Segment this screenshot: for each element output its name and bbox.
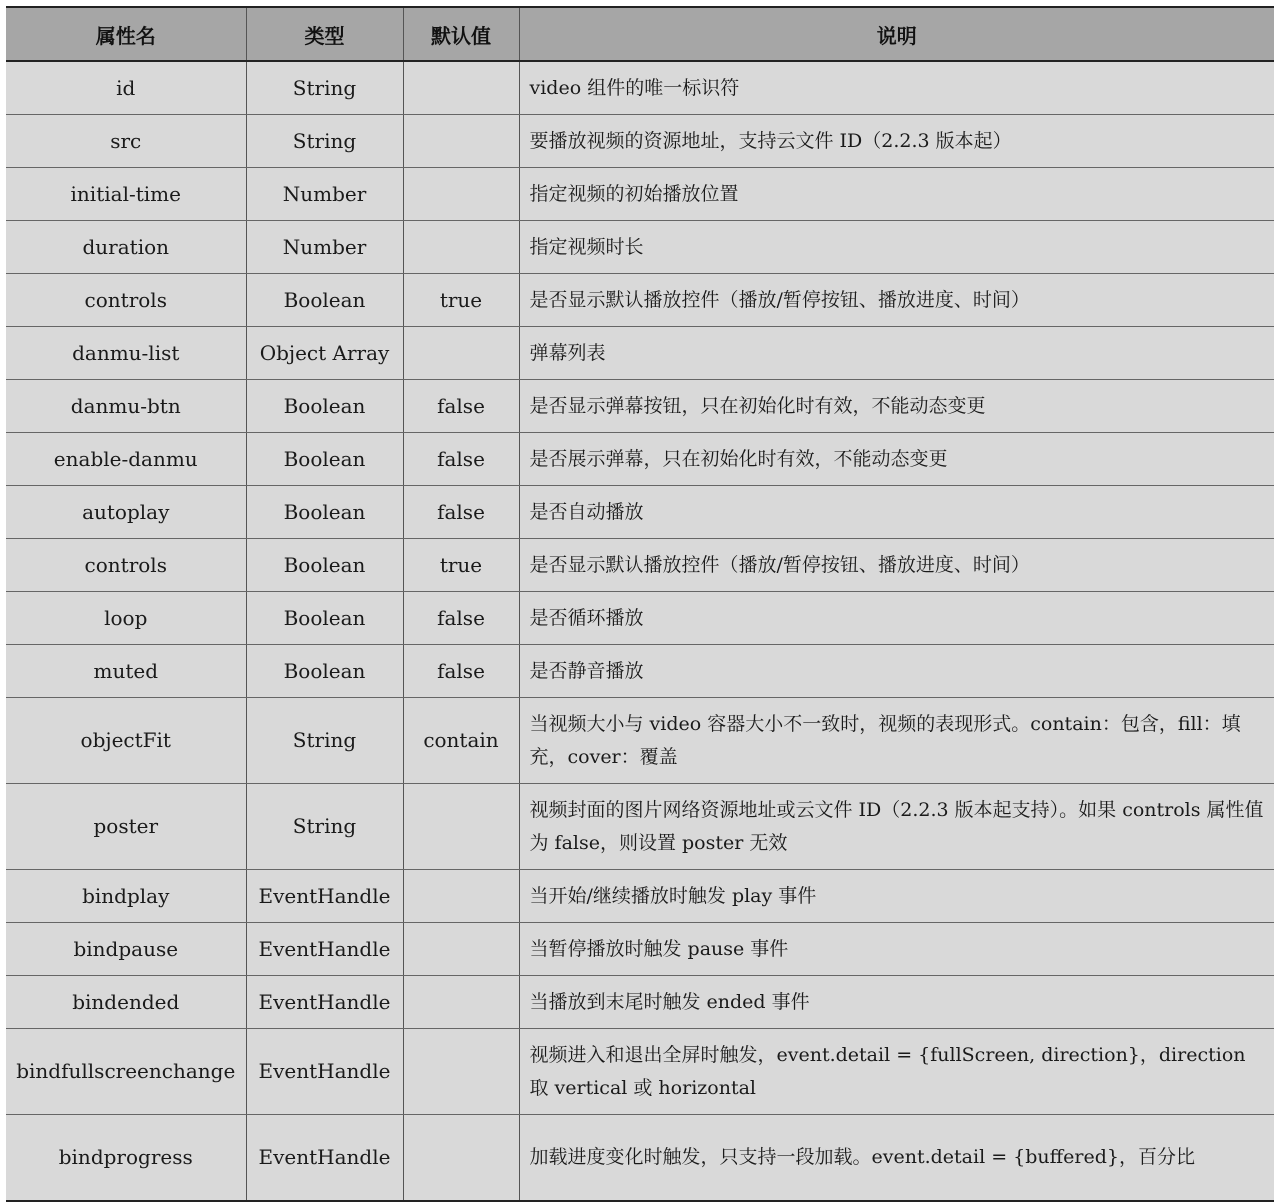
table-row [6, 221, 1274, 274]
header-type: 类型 [246, 7, 403, 61]
cell-attribute-name: objectFit [6, 698, 246, 784]
cell-attribute-name: bindpause [6, 923, 246, 976]
video-attributes-table-wrapper [6, 6, 1274, 1202]
table-row [6, 380, 1274, 433]
table-row [6, 539, 1274, 592]
cell-attribute-name: bindfullscreenchange [6, 1029, 246, 1115]
cell-default-value [403, 61, 519, 115]
cell-type: String [246, 61, 403, 115]
table-row [6, 274, 1274, 327]
cell-type: Boolean [246, 380, 403, 433]
table-row [6, 592, 1274, 645]
table-row [6, 486, 1274, 539]
cell-type: Boolean [246, 486, 403, 539]
cell-type: Object Array [246, 327, 403, 380]
table-row [6, 1115, 1274, 1202]
cell-description: 是否展示弹幕，只在初始化时有效，不能动态变更 [519, 433, 1274, 486]
cell-attribute-name: muted [6, 645, 246, 698]
header-default-value: 默认值 [403, 7, 519, 61]
cell-type: String [246, 784, 403, 870]
cell-description: video 组件的唯一标识符 [519, 61, 1274, 115]
table-row [6, 870, 1274, 923]
table-row [6, 645, 1274, 698]
cell-default-value [403, 1115, 519, 1202]
cell-default-value [403, 870, 519, 923]
cell-description: 是否显示弹幕按钮，只在初始化时有效，不能动态变更 [519, 380, 1274, 433]
cell-default-value: contain [403, 698, 519, 784]
cell-default-value [403, 923, 519, 976]
table-row [6, 433, 1274, 486]
cell-attribute-name: enable-danmu [6, 433, 246, 486]
table-body [6, 61, 1274, 1201]
cell-type: Boolean [246, 433, 403, 486]
cell-description: 视频进入和退出全屏时触发，event.detail = {fullScreen, direction}，direction 取 vertical 或 horizontal [519, 1029, 1274, 1115]
cell-type: EventHandle [246, 923, 403, 976]
cell-default-value: true [403, 274, 519, 327]
cell-attribute-name: id [6, 61, 246, 115]
cell-type: Boolean [246, 592, 403, 645]
cell-default-value: false [403, 486, 519, 539]
table-row [6, 698, 1274, 784]
cell-default-value [403, 115, 519, 168]
cell-default-value [403, 327, 519, 380]
table-row [6, 168, 1274, 221]
cell-default-value: false [403, 433, 519, 486]
table-row [6, 1029, 1274, 1115]
cell-attribute-name: danmu-btn [6, 380, 246, 433]
cell-attribute-name: src [6, 115, 246, 168]
cell-default-value [403, 976, 519, 1029]
cell-default-value [403, 168, 519, 221]
cell-description: 当开始/继续播放时触发 play 事件 [519, 870, 1274, 923]
cell-attribute-name: duration [6, 221, 246, 274]
cell-description: 是否显示默认播放控件（播放/暂停按钮、播放进度、时间） [519, 539, 1274, 592]
cell-description: 指定视频的初始播放位置 [519, 168, 1274, 221]
video-attributes-table [6, 6, 1274, 1202]
cell-type: EventHandle [246, 870, 403, 923]
cell-default-value [403, 1029, 519, 1115]
cell-attribute-name: autoplay [6, 486, 246, 539]
header-attribute-name: 属性名 [6, 7, 246, 61]
cell-description: 加载进度变化时触发，只支持一段加载。event.detail = {buffered}，百分比 [519, 1115, 1274, 1202]
cell-default-value: false [403, 380, 519, 433]
cell-type: EventHandle [246, 1029, 403, 1115]
cell-description: 视频封面的图片网络资源地址或云文件 ID（2.2.3 版本起支持）。如果 controls 属性值为 false，则设置 poster 无效 [519, 784, 1274, 870]
cell-attribute-name: initial-time [6, 168, 246, 221]
cell-attribute-name: poster [6, 784, 246, 870]
table-row [6, 923, 1274, 976]
cell-description: 是否循环播放 [519, 592, 1274, 645]
cell-type: EventHandle [246, 1115, 403, 1202]
table-row [6, 784, 1274, 870]
cell-description: 指定视频时长 [519, 221, 1274, 274]
cell-description: 当播放到末尾时触发 ended 事件 [519, 976, 1274, 1029]
header-row [6, 7, 1274, 61]
header-description: 说明 [519, 7, 1274, 61]
cell-type: String [246, 698, 403, 784]
cell-type: Number [246, 221, 403, 274]
cell-default-value: true [403, 539, 519, 592]
cell-attribute-name: danmu-list [6, 327, 246, 380]
cell-attribute-name: bindprogress [6, 1115, 246, 1202]
table-row [6, 61, 1274, 115]
table-row [6, 327, 1274, 380]
table-header [6, 7, 1274, 61]
cell-description: 当暂停播放时触发 pause 事件 [519, 923, 1274, 976]
cell-type: Number [246, 168, 403, 221]
cell-type: String [246, 115, 403, 168]
table-row [6, 976, 1274, 1029]
table-row [6, 115, 1274, 168]
cell-description: 要播放视频的资源地址，支持云文件 ID（2.2.3 版本起） [519, 115, 1274, 168]
cell-attribute-name: loop [6, 592, 246, 645]
cell-type: Boolean [246, 539, 403, 592]
cell-description: 弹幕列表 [519, 327, 1274, 380]
cell-default-value [403, 784, 519, 870]
cell-type: EventHandle [246, 976, 403, 1029]
cell-type: Boolean [246, 645, 403, 698]
cell-description: 是否自动播放 [519, 486, 1274, 539]
cell-default-value: false [403, 592, 519, 645]
cell-default-value [403, 221, 519, 274]
cell-attribute-name: bindended [6, 976, 246, 1029]
cell-type: Boolean [246, 274, 403, 327]
cell-attribute-name: controls [6, 274, 246, 327]
cell-attribute-name: controls [6, 539, 246, 592]
cell-attribute-name: bindplay [6, 870, 246, 923]
cell-description: 是否显示默认播放控件（播放/暂停按钮、播放进度、时间） [519, 274, 1274, 327]
cell-description: 是否静音播放 [519, 645, 1274, 698]
cell-description: 当视频大小与 video 容器大小不一致时，视频的表现形式。contain：包含，fill：填充，cover：覆盖 [519, 698, 1274, 784]
cell-default-value: false [403, 645, 519, 698]
